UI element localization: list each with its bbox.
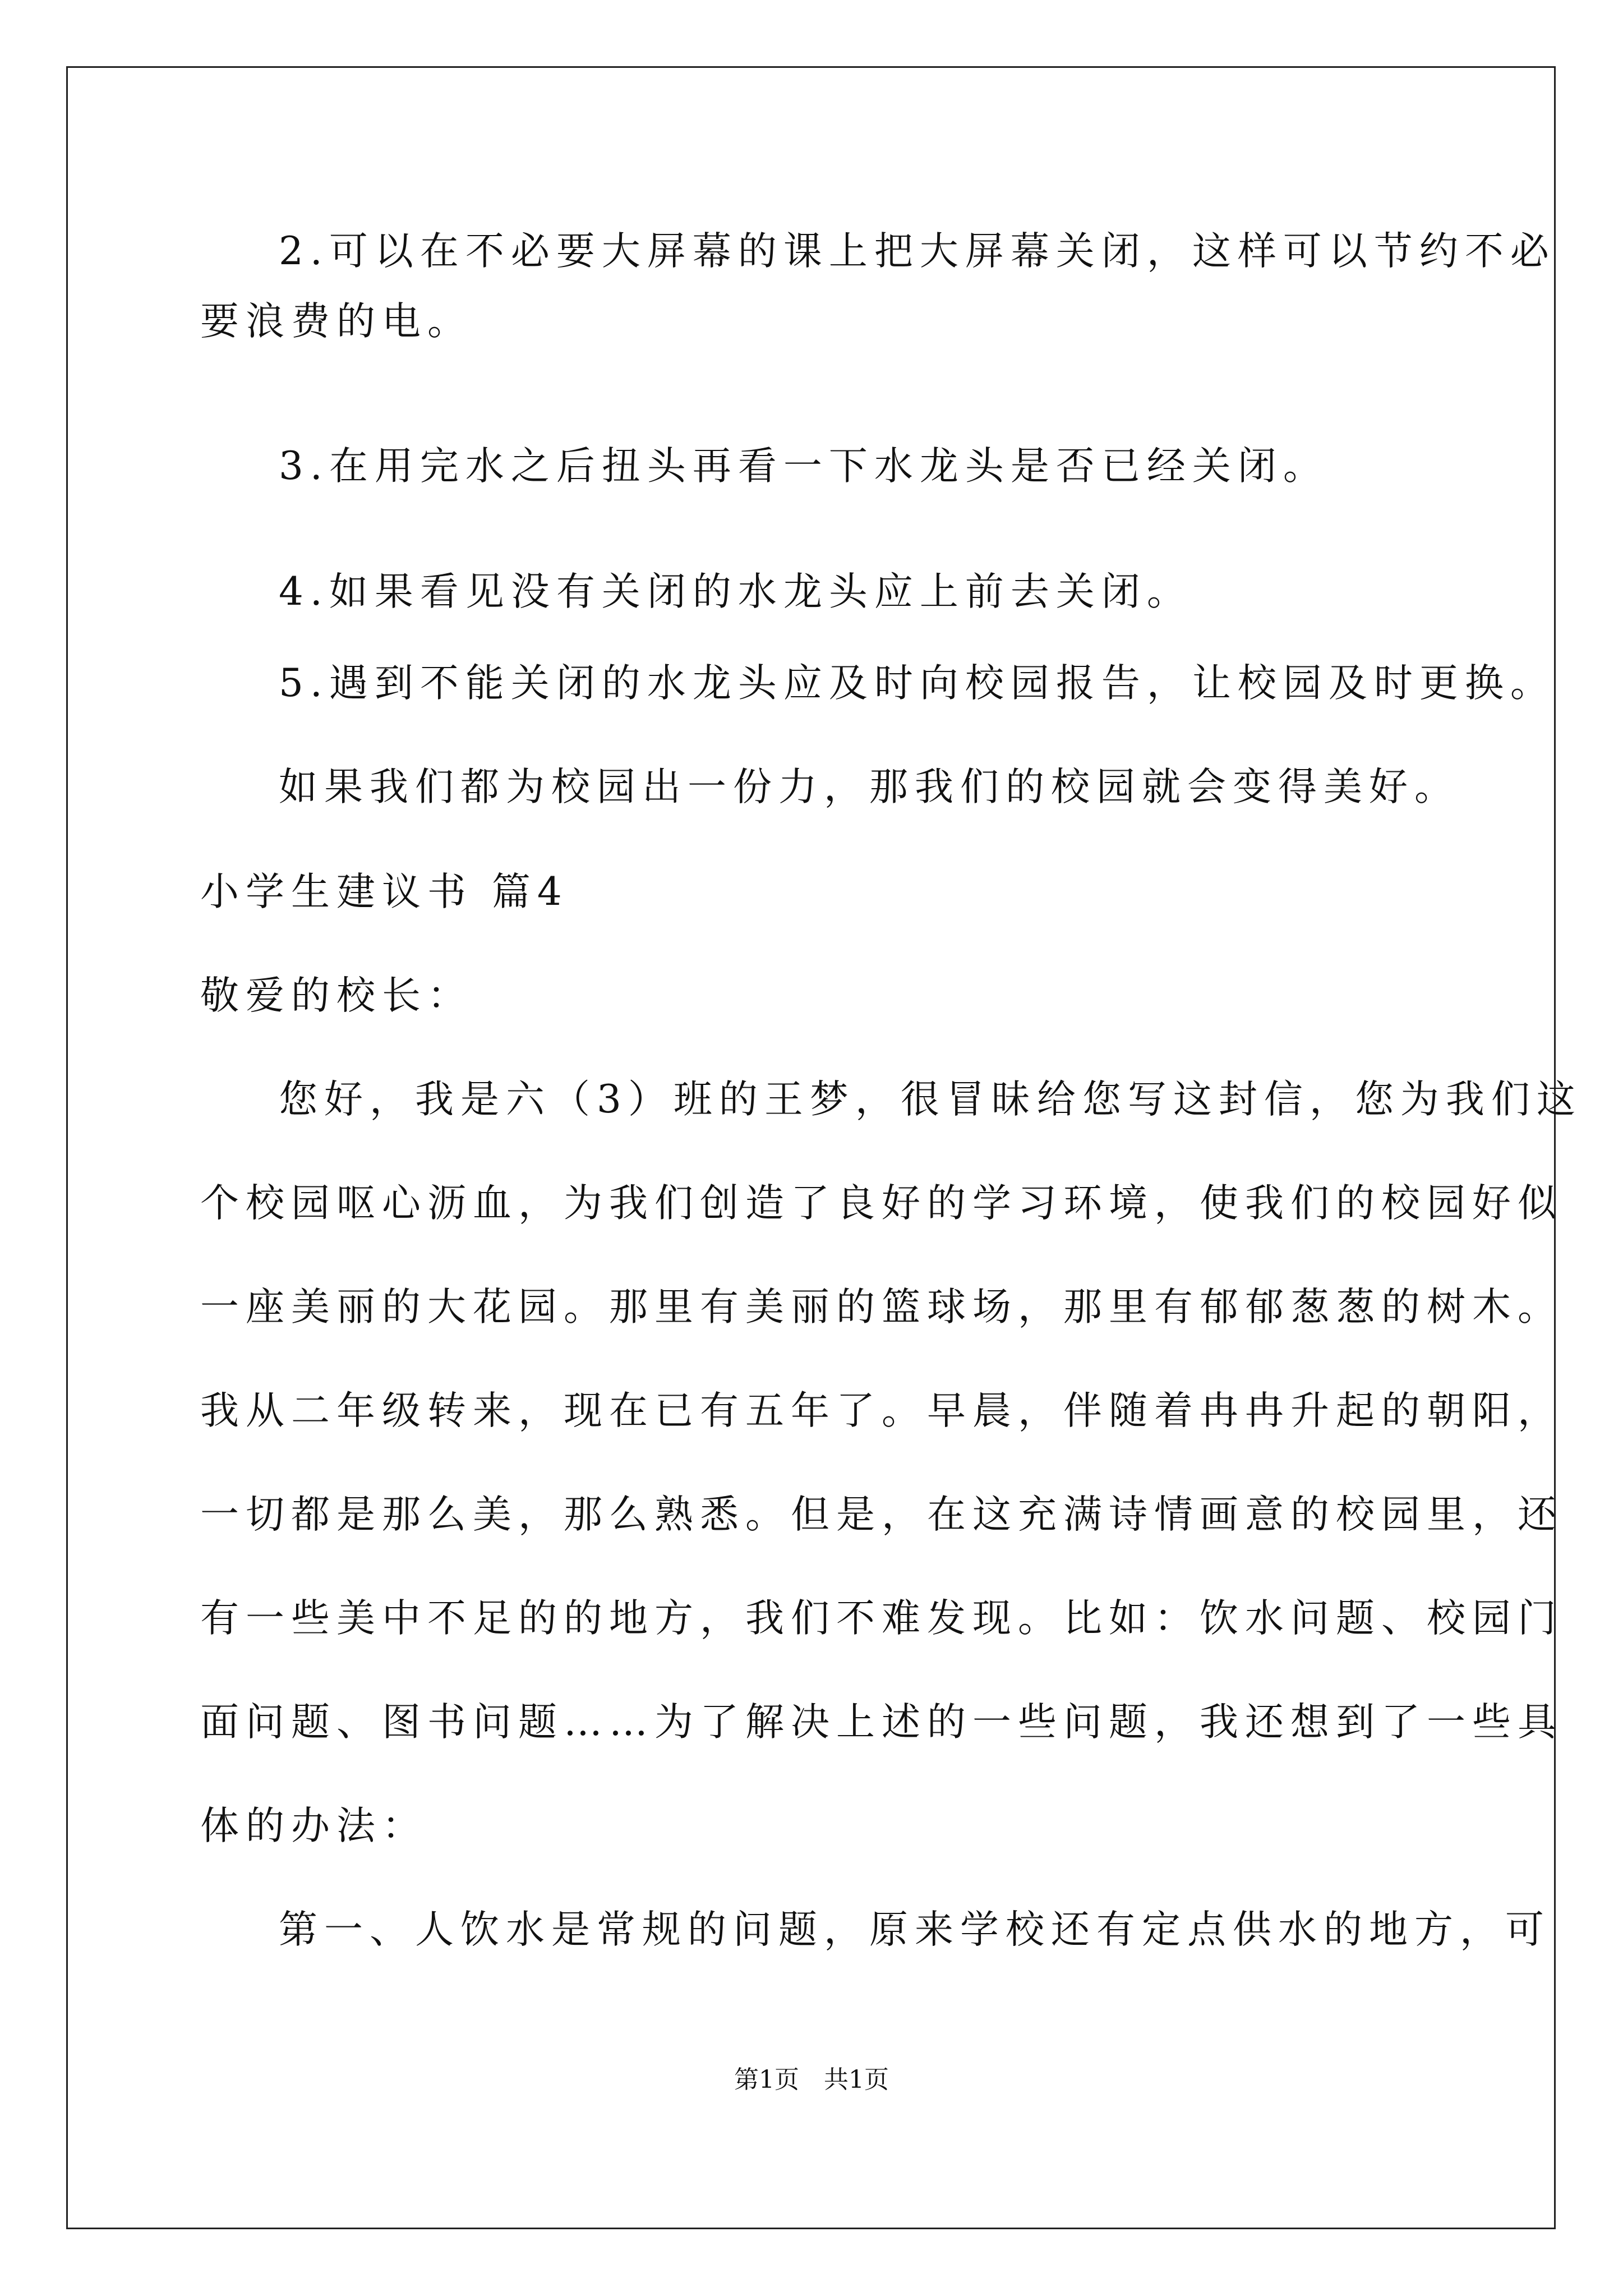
paragraph-line: 5.遇到不能关闭的水龙头应及时向校园报告，让校园及时更换。 <box>279 661 1556 706</box>
paragraph-line: 3.在用完水之后扭头再看一下水龙头是否已经关闭。 <box>279 444 1329 489</box>
paragraph-line: 体的办法： <box>200 1803 427 1848</box>
salutation: 敬爱的校长： <box>200 973 473 1018</box>
paragraph-line: 如果我们都为校园出一份力，那我们的校园就会变得美好。 <box>279 765 1460 809</box>
paragraph-line: 一切都是那么美，那么熟悉。但是，在这充满诗情画意的校园里，还 <box>200 1492 1563 1537</box>
section-heading: 小学生建议书 篇4 <box>200 869 569 914</box>
paragraph-line: 第一、人饮水是常规的问题，原来学校还有定点供水的地方，可 <box>279 1907 1551 1952</box>
paragraph-line: 一座美丽的大花园。那里有美丽的篮球场，那里有郁郁葱葱的树木。 <box>200 1285 1563 1329</box>
paragraph-line: 要浪费的电。 <box>200 299 473 344</box>
paragraph-line: 我从二年级转来，现在已有五年了。早晨，伴随着冉冉升起的朝阳， <box>200 1388 1563 1433</box>
paragraph-line: 您好，我是六（3）班的王梦，很冒昧给您写这封信，您为我们这 <box>279 1077 1582 1122</box>
page-footer: 第1页 共1页 <box>734 2065 889 2094</box>
paragraph-line: 个校园呕心沥血，为我们创造了良好的学习环境，使我们的校园好似 <box>200 1181 1563 1226</box>
paragraph-line: 面问题、图书问题……为了解决上述的一些问题，我还想到了一些具 <box>200 1700 1563 1745</box>
paragraph-line: 4.如果看见没有关闭的水龙头应上前去关闭。 <box>279 569 1192 614</box>
paragraph-line: 2.可以在不必要大屏幕的课上把大屏幕关闭，这样可以节约不必 <box>279 229 1556 274</box>
paragraph-line: 有一些美中不足的的地方，我们不难发现。比如：饮水问题、校园门 <box>200 1596 1563 1641</box>
